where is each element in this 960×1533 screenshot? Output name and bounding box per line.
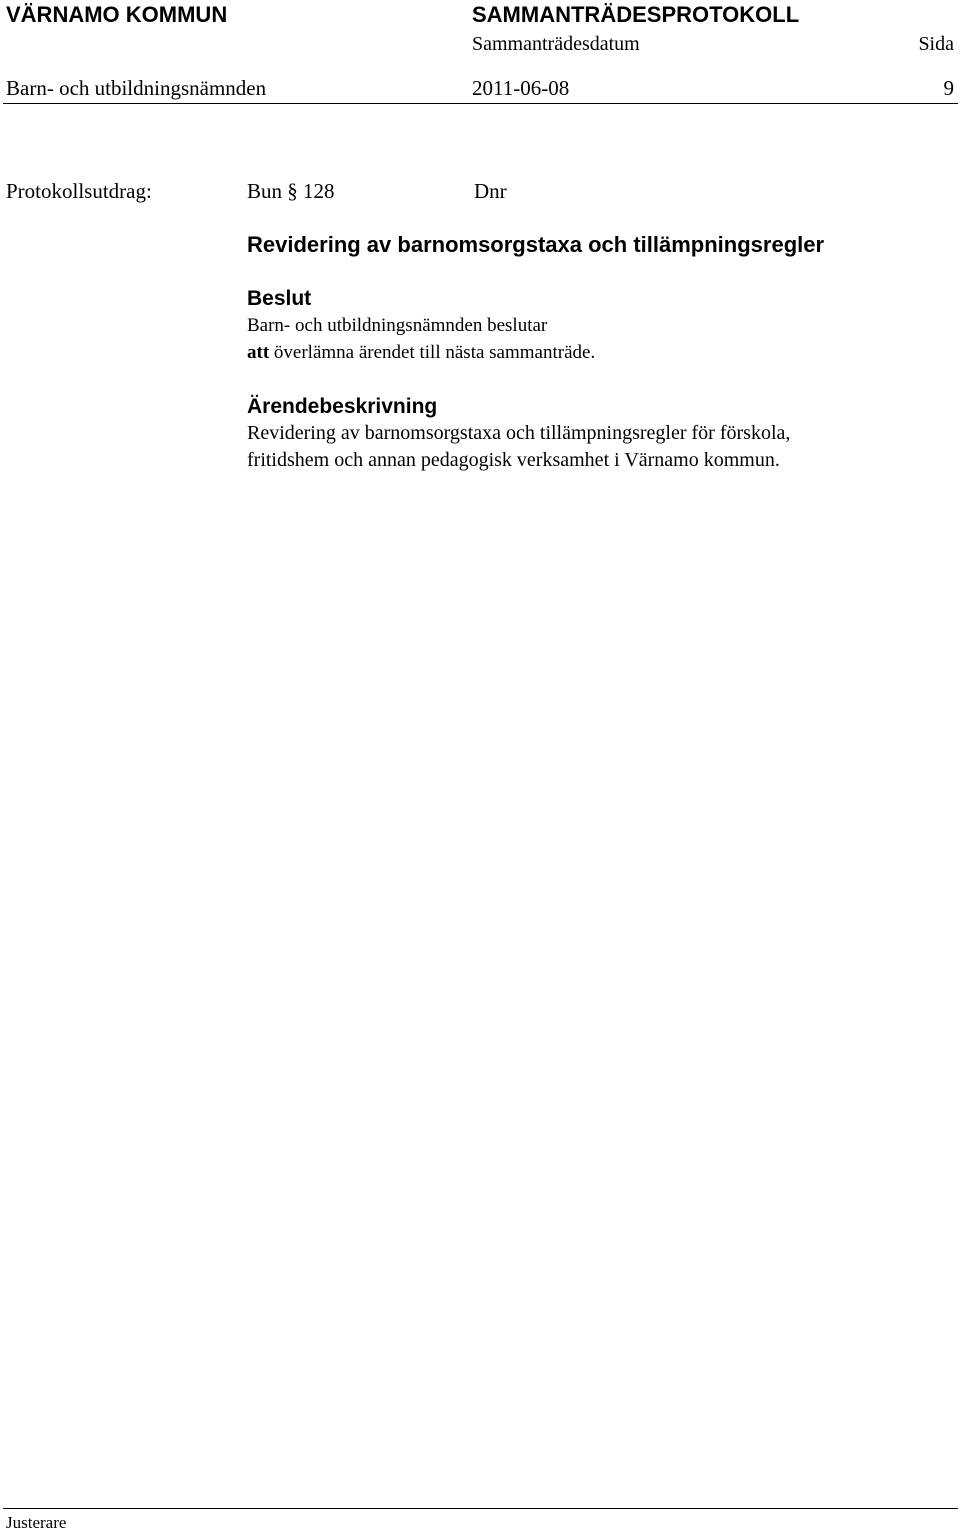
page-label: Sida — [918, 33, 954, 55]
header-divider — [3, 103, 958, 104]
committee-name: Barn- och utbildningsnämnden — [6, 76, 267, 100]
extract-label: Protokollsutdrag: — [6, 179, 152, 203]
item-title: Revidering av barnomsorgstaxa och tillämpningsregler — [247, 232, 825, 257]
meeting-date: 2011-06-08 — [472, 76, 570, 100]
description-heading: Ärendebeskrivning — [247, 395, 438, 418]
paragraph-reference: Bun § 128 — [247, 179, 335, 203]
decision-body: överlämna ärendet till nästa sammanträde. — [269, 342, 596, 363]
organization-name: VÄRNAMO KOMMUN — [6, 2, 228, 27]
description-line: fritidshem och annan pedagogisk verksamhet i Värnamo kommun. — [247, 449, 780, 471]
decision-keyword: att — [247, 342, 270, 363]
description-line: Revidering av barnomsorgstaxa och tillämpningsregler för förskola, — [247, 422, 791, 444]
footer-divider — [3, 1508, 958, 1509]
meeting-date-label: Sammanträdesdatum — [472, 33, 640, 55]
decision-text — [247, 342, 595, 364]
dnr-label: Dnr — [474, 179, 507, 203]
page-number: 9 — [943, 76, 954, 100]
footer-adjuster-label: Justerare — [6, 1513, 67, 1532]
decision-intro: Barn- och utbildningsnämnden beslutar — [247, 315, 548, 336]
document-type: SAMMANTRÄDESPROTOKOLL — [472, 2, 800, 27]
decision-heading: Beslut — [247, 287, 312, 310]
